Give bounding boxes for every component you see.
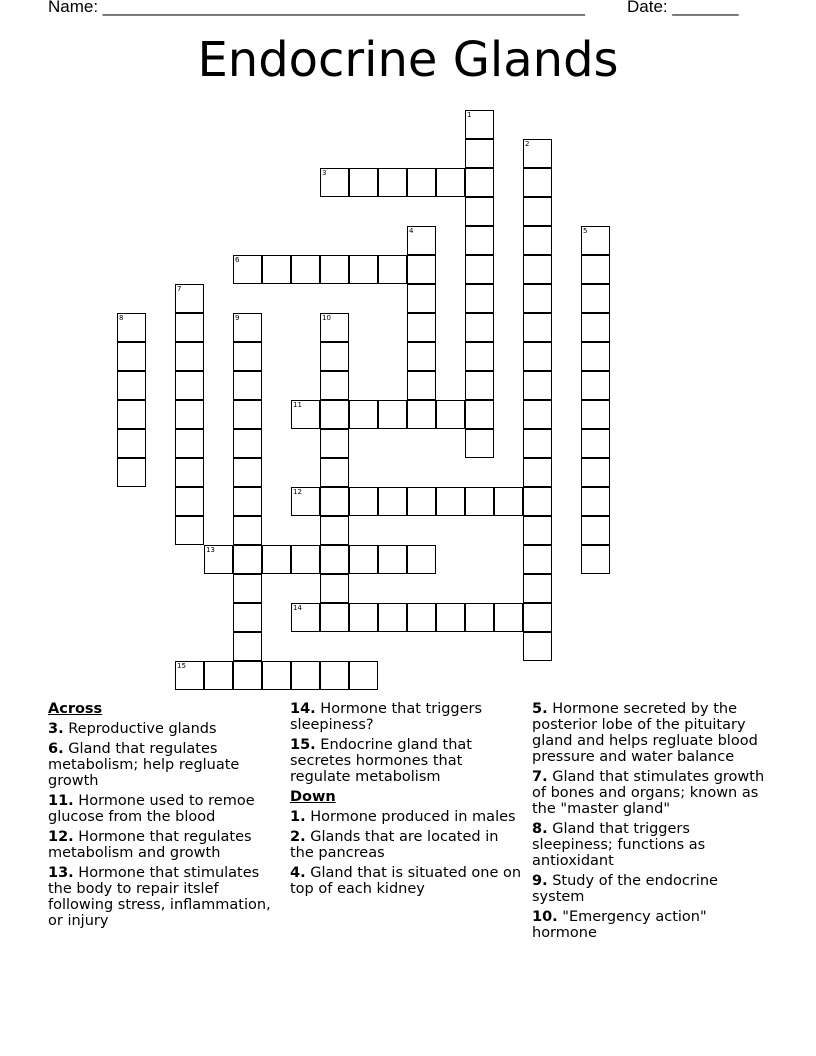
grid-cell[interactable] <box>262 661 291 690</box>
clue-number: 3 <box>322 169 327 177</box>
grid-cell[interactable] <box>581 458 610 487</box>
grid-cell[interactable] <box>175 371 204 400</box>
clues-column-2 <box>290 701 522 901</box>
grid-cell[interactable] <box>494 487 523 516</box>
grid-cell[interactable] <box>581 516 610 545</box>
grid-cell[interactable] <box>581 284 610 313</box>
grid-cell[interactable] <box>233 632 262 661</box>
grid-cell[interactable] <box>117 313 146 342</box>
grid-cell[interactable] <box>320 574 349 603</box>
grid-cell[interactable] <box>233 313 262 342</box>
grid-cell[interactable] <box>175 313 204 342</box>
grid-cell[interactable] <box>523 342 552 371</box>
grid-cell[interactable] <box>465 429 494 458</box>
grid-cell[interactable] <box>262 545 291 574</box>
grid-cell[interactable] <box>581 342 610 371</box>
grid-cell[interactable] <box>436 168 465 197</box>
grid-cell[interactable] <box>320 603 349 632</box>
grid-cell[interactable] <box>465 168 494 197</box>
clue-down-5: 5. Hormone secreted by the posterior lobe of the pituitary gland and helps regluate blood pressure and water balance <box>532 701 758 765</box>
grid-cell[interactable] <box>494 603 523 632</box>
grid-cell[interactable] <box>233 487 262 516</box>
grid-cell[interactable] <box>523 458 552 487</box>
grid-cell[interactable] <box>291 545 320 574</box>
page-title: Endocrine Glands <box>197 32 619 88</box>
grid-cell[interactable] <box>465 197 494 226</box>
grid-cell[interactable] <box>378 603 407 632</box>
grid-cell[interactable] <box>523 632 552 661</box>
clue-across-12: 12. Hormone that regulates metabolism and growth <box>48 829 252 861</box>
grid-cell[interactable] <box>320 661 349 690</box>
clue-number: 11 <box>293 401 302 409</box>
grid-cell[interactable] <box>581 400 610 429</box>
clues-column-1 <box>48 701 284 933</box>
grid-cell[interactable] <box>407 226 436 255</box>
grid-cell[interactable] <box>349 661 378 690</box>
grid-cell[interactable] <box>175 487 204 516</box>
grid-cell[interactable] <box>233 603 262 632</box>
grid-cell[interactable] <box>320 429 349 458</box>
grid-cell[interactable] <box>465 342 494 371</box>
grid-cell[interactable] <box>349 255 378 284</box>
grid-cell[interactable] <box>262 255 291 284</box>
grid-cell[interactable] <box>349 545 378 574</box>
grid-cell[interactable] <box>581 545 610 574</box>
grid-cell[interactable] <box>407 603 436 632</box>
clue-number: 14 <box>293 604 302 612</box>
grid-cell[interactable] <box>407 284 436 313</box>
grid-cell[interactable] <box>233 255 262 284</box>
clue-down-7: 7. Gland that stimulates growth of bones and organs; known as the "master gland" <box>532 769 765 817</box>
grid-cell[interactable] <box>349 487 378 516</box>
grid-cell[interactable] <box>523 284 552 313</box>
grid-cell[interactable] <box>407 168 436 197</box>
grid-cell[interactable] <box>523 603 552 632</box>
clues-column-3 <box>532 701 772 945</box>
clue-down-8: 8. Gland that triggers sleepiness; functions as antioxidant <box>532 821 706 869</box>
grid-cell[interactable] <box>349 400 378 429</box>
down-heading: Down <box>290 789 336 805</box>
grid-cell[interactable] <box>465 371 494 400</box>
grid-cell[interactable] <box>378 545 407 574</box>
grid-cell[interactable] <box>349 168 378 197</box>
grid-cell[interactable] <box>378 487 407 516</box>
grid-cell[interactable] <box>204 661 233 690</box>
grid-cell[interactable] <box>523 168 552 197</box>
grid-cell[interactable] <box>117 429 146 458</box>
grid-cell[interactable] <box>233 661 262 690</box>
clue-down-1: 1. Hormone produced in males <box>290 809 516 825</box>
grid-cell[interactable] <box>407 400 436 429</box>
clue-number: 15 <box>177 662 186 670</box>
clue-down-9: 9. Study of the endocrine system <box>532 873 718 905</box>
grid-cell[interactable] <box>523 226 552 255</box>
grid-cell[interactable] <box>233 429 262 458</box>
grid-cell[interactable] <box>291 603 320 632</box>
grid-cell[interactable] <box>436 487 465 516</box>
grid-cell[interactable] <box>320 168 349 197</box>
grid-cell[interactable] <box>581 371 610 400</box>
grid-cell[interactable] <box>291 255 320 284</box>
grid-cell[interactable] <box>175 458 204 487</box>
grid-cell[interactable] <box>581 255 610 284</box>
grid-cell[interactable] <box>175 516 204 545</box>
grid-cell[interactable] <box>233 400 262 429</box>
grid-cell[interactable] <box>436 400 465 429</box>
clue-number: 4 <box>409 227 414 235</box>
grid-cell[interactable] <box>581 429 610 458</box>
clue-across-11: 11. Hormone used to remoe glucose from the blood <box>48 793 255 825</box>
grid-cell[interactable] <box>581 487 610 516</box>
grid-cell[interactable] <box>320 342 349 371</box>
grid-cell[interactable] <box>117 458 146 487</box>
clue-number: 13 <box>206 546 215 554</box>
grid-cell[interactable] <box>320 487 349 516</box>
grid-cell[interactable] <box>320 545 349 574</box>
grid-cell[interactable] <box>465 226 494 255</box>
grid-cell[interactable] <box>581 313 610 342</box>
clue-number: 2 <box>525 140 530 148</box>
grid-cell[interactable] <box>465 400 494 429</box>
grid-cell[interactable] <box>465 110 494 139</box>
clue-across-14: 14. Hormone that triggers sleepiness? <box>290 701 483 733</box>
grid-cell[interactable] <box>233 458 262 487</box>
grid-cell[interactable] <box>407 487 436 516</box>
clue-down-10: 10. "Emergency action" hormone <box>532 909 707 941</box>
grid-cell[interactable] <box>175 429 204 458</box>
grid-cell[interactable] <box>320 458 349 487</box>
grid-cell[interactable] <box>465 284 494 313</box>
across-heading: Across <box>48 701 103 717</box>
grid-cell[interactable] <box>320 400 349 429</box>
grid-cell[interactable] <box>465 603 494 632</box>
grid-cell[interactable] <box>291 661 320 690</box>
clue-across-15: 15. Endocrine gland that secretes hormones that regulate metabolism <box>290 737 472 785</box>
grid-cell[interactable] <box>175 342 204 371</box>
grid-cell[interactable] <box>117 400 146 429</box>
grid-cell[interactable] <box>407 313 436 342</box>
grid-cell[interactable] <box>291 400 320 429</box>
grid-cell[interactable] <box>117 342 146 371</box>
grid-cell[interactable] <box>523 255 552 284</box>
grid-cell[interactable] <box>291 487 320 516</box>
grid-cell[interactable] <box>117 371 146 400</box>
clue-down-2: 2. Glands that are located in the pancreas <box>290 829 499 861</box>
grid-cell[interactable] <box>523 313 552 342</box>
grid-cell[interactable] <box>320 371 349 400</box>
clue-across-6: 6. Gland that regulates metabolism; help regluate growth <box>48 741 240 789</box>
grid-cell[interactable] <box>233 342 262 371</box>
grid-cell[interactable] <box>233 371 262 400</box>
grid-cell[interactable] <box>233 574 262 603</box>
clue-number: 9 <box>235 314 240 322</box>
grid-cell[interactable] <box>175 661 204 690</box>
clue-number: 8 <box>119 314 124 322</box>
grid-cell[interactable] <box>320 313 349 342</box>
clue-across-3: 3. Reproductive glands <box>48 721 217 737</box>
grid-cell[interactable] <box>523 429 552 458</box>
grid-cell[interactable] <box>378 255 407 284</box>
grid-cell[interactable] <box>523 197 552 226</box>
grid-cell[interactable] <box>523 139 552 168</box>
grid-cell[interactable] <box>465 487 494 516</box>
grid-cell[interactable] <box>320 516 349 545</box>
clue-number: 6 <box>235 256 240 264</box>
grid-cell[interactable] <box>349 603 378 632</box>
grid-cell[interactable] <box>407 255 436 284</box>
clue-number: 5 <box>583 227 588 235</box>
grid-cell[interactable] <box>523 516 552 545</box>
grid-cell[interactable] <box>465 313 494 342</box>
clue-number: 7 <box>177 285 182 293</box>
grid-cell[interactable] <box>523 371 552 400</box>
grid-cell[interactable] <box>523 487 552 516</box>
grid-cell[interactable] <box>465 255 494 284</box>
grid-cell[interactable] <box>175 400 204 429</box>
grid-cell[interactable] <box>320 255 349 284</box>
grid-cell[interactable] <box>407 545 436 574</box>
grid-cell[interactable] <box>581 226 610 255</box>
grid-cell[interactable] <box>436 603 465 632</box>
clue-across-13: 13. Hormone that stimulates the body to repair itslef following stress, inflammation, or injury <box>48 865 271 929</box>
date-field[interactable]: Date: _______ <box>627 0 739 16</box>
clue-number: 12 <box>293 488 302 496</box>
grid-cell[interactable] <box>523 574 552 603</box>
grid-cell[interactable] <box>407 371 436 400</box>
grid-cell[interactable] <box>233 516 262 545</box>
grid-cell[interactable] <box>407 342 436 371</box>
grid-cell[interactable] <box>233 545 262 574</box>
name-field[interactable]: Name: ___________________________________________________ <box>48 0 585 16</box>
clue-number: 1 <box>467 111 472 119</box>
grid-cell[interactable] <box>378 168 407 197</box>
clue-number: 10 <box>322 314 331 322</box>
grid-cell[interactable] <box>378 400 407 429</box>
clue-down-4: 4. Gland that is situated one on top of each kidney <box>290 865 522 897</box>
grid-cell[interactable] <box>523 400 552 429</box>
grid-cell[interactable] <box>523 545 552 574</box>
grid-cell[interactable] <box>204 545 233 574</box>
grid-cell[interactable] <box>175 284 204 313</box>
grid-cell[interactable] <box>465 139 494 168</box>
